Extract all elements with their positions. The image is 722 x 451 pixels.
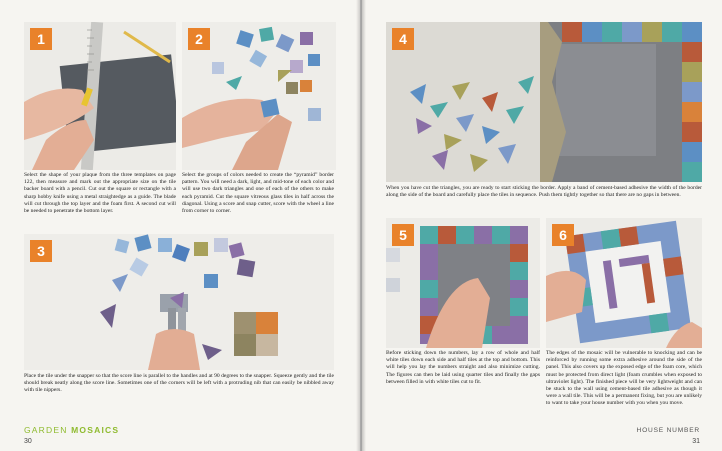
step-2-photo: [182, 22, 336, 170]
step-4-illustration: [386, 22, 702, 182]
step-3-photo: [24, 234, 334, 370]
page-number-left: 30: [24, 438, 32, 445]
step-6-number-badge: 6: [552, 224, 574, 246]
right-page: [362, 0, 722, 451]
section-title-footer: HOUSE NUMBER: [636, 427, 700, 434]
step-4-caption: When you have cut the triangles, you are ready to start sticking the border. Apply a band of cement-based adhesive the width of the border along the side of the board and carefully place the tiles in sequence. Push them tightly together so that there are no gaps in between.: [386, 185, 702, 199]
step-6-photo: [546, 218, 702, 348]
step-3-number-badge: 3: [30, 240, 52, 262]
step-3-caption: Place the tile under the snapper so that the score line is parallel to the handles and at 90 degrees to the snapper. Squeeze gently and the tile should break neatly along the score line. Sometimes one of the corners will be left with a protruding nib that can easily be nibbled away with tile nippers.: [24, 373, 334, 394]
step-2-number-badge: 2: [188, 28, 210, 50]
step-4-number-badge: 4: [392, 28, 414, 50]
step-3-illustration: [24, 234, 334, 370]
book-title-part-1: GARDEN: [24, 425, 72, 435]
step-1-number-badge: 1: [30, 28, 52, 50]
step-1-caption: Select the shape of your plaque from the three templates on page 122, then measure and mark out the appropriate size on the tile backer board with a pencil. Cut out the square or rectangle with a sharp hobby knife using a metal straightedge as a guide. The blade will cut through the top layer and the foam first. A second cut will be needed to penetrate the bottom layer.: [24, 172, 176, 215]
step-4-photo: [386, 22, 702, 182]
step-5-caption: Before sticking down the numbers, lay a row of whole and half white tiles down each side and half tiles at the top and bottom. This will help you lay the numbers straight and also minimize cutting. The figures can then be laid using quarter tiles and finally the gaps between filled in with white tiles cut to fit.: [386, 350, 540, 385]
step-5-photo: [386, 218, 540, 348]
left-page: [0, 0, 360, 451]
book-title-footer: [24, 425, 119, 435]
step-2-caption: Select the groups of colors needed to create the “pyramid” border pattern. You will need a dark, light, and mid-tone of each color and will use two dark triangles and one of each of the others to make each pyramid. Cut the square vitreous glass tiles in half across the diagonal. Using a score and snap cutter, score with the wheel a line from corner to corner.: [182, 172, 334, 215]
step-1-photo: [24, 22, 176, 170]
book-title-part-2: MOSAICS: [71, 425, 120, 435]
step-5-number-badge: 5: [392, 224, 414, 246]
page-number-right: 31: [692, 438, 700, 445]
step-6-caption: The edges of the mosaic will be vulnerable to knocking and can be reinforced by running some extra adhesive around the side of the panel. This also covers up the exposed edge of the foam core, which must be protected from direct light (foam crumbles when exposed to ultraviolet light). The finished piece will be very lightweight and can be stuck to the wall using cement-based tile adhesive as though it were a wall tile. This will be a permanent fixing, but you are unlikely to want to take your house number with you when you move.: [546, 350, 702, 407]
